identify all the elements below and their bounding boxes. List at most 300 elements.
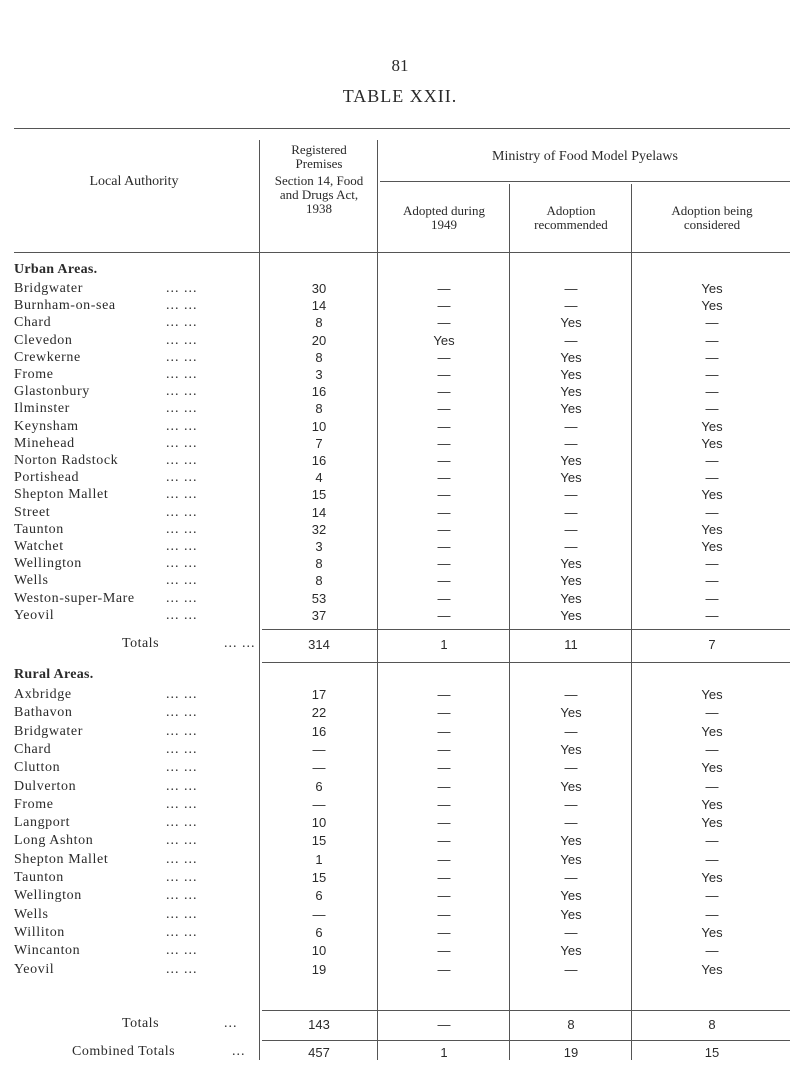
urban-row-adopted: —	[437, 453, 451, 468]
urban-row-premises: 30	[311, 281, 327, 296]
urban-row-considered: —	[705, 367, 719, 382]
rural-row-considered: —	[705, 943, 719, 959]
leader-dots: ... ...	[166, 906, 198, 922]
urban-row-adopted: —	[437, 315, 451, 331]
rural-row-name	[14, 832, 254, 850]
authority-name: Street	[14, 504, 51, 520]
rural-row-name	[14, 942, 254, 960]
urban-totals-dots: ... ...	[224, 636, 256, 651]
authority-name: Minehead	[14, 435, 75, 451]
urban-row-considered: —	[705, 384, 719, 400]
urban-row-recommended: Yes	[560, 607, 582, 623]
rural-row-adopted: —	[437, 870, 451, 885]
urban-totals-label: Totals	[122, 636, 160, 651]
urban-totals-bottom-rule	[262, 662, 790, 663]
rural-row-considered: —	[705, 851, 719, 867]
urban-row-recommended: Yes	[560, 556, 582, 572]
urban-row-recommended: Yes	[560, 384, 582, 400]
urban-row-considered: Yes	[701, 418, 723, 434]
rural-row-recommended: Yes	[560, 778, 582, 794]
urban-row-premises: 15	[311, 487, 327, 503]
header-line: recommended	[534, 217, 608, 232]
rural-row-adopted: —	[437, 906, 451, 922]
leader-dots: ... ...	[166, 556, 198, 572]
leader-dots: ... ...	[166, 943, 198, 959]
urban-row-considered: Yes	[701, 435, 723, 451]
rural-row-recommended: —	[564, 870, 578, 885]
urban-totals-adopted: 1	[440, 637, 448, 652]
urban-row-adopted: —	[437, 349, 451, 365]
rural-row-recommended: —	[564, 961, 578, 977]
leader-dots: ... ...	[166, 924, 198, 940]
rural-row-name	[14, 778, 254, 796]
rural-row-name	[14, 741, 254, 759]
authority-name: Frome	[14, 367, 54, 382]
urban-row-adopted: —	[437, 384, 451, 400]
urban-row-premises: 20	[311, 332, 327, 348]
authority-name: Glastonbury	[14, 384, 90, 400]
urban-totals-premises: 314	[308, 637, 330, 652]
authority-name: Wellington	[14, 888, 82, 904]
rural-row-premises: 1	[315, 851, 323, 867]
urban-row-name	[14, 607, 254, 625]
page-number: 81	[391, 56, 409, 75]
urban-row-name	[14, 297, 254, 315]
leader-dots: ... ...	[166, 453, 198, 468]
authority-name: Dulverton	[14, 778, 77, 794]
urban-row-name	[14, 349, 254, 367]
authority-name: Bridgwater	[14, 281, 83, 296]
urban-row-adopted: —	[437, 521, 451, 537]
leader-dots: ... ...	[166, 607, 198, 623]
urban-row-name	[14, 538, 254, 556]
urban-row-considered: —	[705, 470, 719, 486]
urban-row-premises: 8	[315, 349, 323, 365]
divider-considered	[631, 184, 632, 1060]
rural-row-premises: 6	[315, 888, 323, 904]
rural-row-name	[14, 759, 254, 777]
rural-row-recommended: —	[564, 760, 578, 776]
urban-row-recommended: Yes	[560, 590, 582, 606]
authority-name: Axbridge	[14, 687, 72, 702]
urban-row-name	[14, 314, 254, 332]
urban-row-adopted: —	[437, 607, 451, 623]
urban-row-recommended: Yes	[560, 401, 582, 417]
rural-row-considered: —	[705, 705, 719, 721]
urban-row-name	[14, 504, 254, 522]
rural-row-adopted: —	[437, 687, 451, 702]
authority-name: Shepton Mallet	[14, 487, 109, 503]
divider-premises	[259, 140, 260, 1060]
authority-name: Long Ashton	[14, 833, 94, 849]
authority-name: Frome	[14, 796, 54, 812]
header-line: Adopted during	[403, 203, 485, 218]
authority-name: Wells	[14, 573, 49, 589]
rural-row-premises: 15	[311, 833, 327, 849]
rural-row-name	[14, 906, 254, 924]
urban-row-name	[14, 435, 254, 453]
urban-row-name	[14, 469, 254, 487]
urban-row-recommended: Yes	[560, 315, 582, 331]
rural-row-considered: Yes	[701, 796, 723, 812]
rural-row-premises: 16	[311, 723, 327, 739]
urban-row-recommended: Yes	[560, 349, 582, 365]
urban-row-considered: —	[705, 332, 719, 348]
authority-name: Chard	[14, 741, 52, 757]
urban-row-name	[14, 590, 254, 608]
rural-row-premises: —	[312, 906, 326, 922]
rural-row-considered: —	[705, 741, 719, 757]
rural-row-considered: Yes	[701, 924, 723, 940]
leader-dots: ... ...	[166, 851, 198, 867]
rural-row-recommended: —	[564, 815, 578, 831]
leader-dots: ... ...	[166, 833, 198, 849]
authority-name: Taunton	[14, 521, 64, 537]
urban-row-adopted: —	[437, 539, 451, 554]
rural-row-adopted: —	[437, 723, 451, 739]
urban-row-considered: —	[705, 401, 719, 417]
urban-row-adopted: —	[437, 298, 451, 314]
urban-row-considered: —	[705, 607, 719, 623]
urban-row-name	[14, 280, 254, 298]
leader-dots: ... ...	[166, 778, 198, 794]
urban-heading: Urban Areas.	[14, 262, 98, 277]
rural-totals-label: Totals	[122, 1016, 160, 1031]
header-local-authority: Local Authority	[89, 174, 179, 189]
urban-row-adopted: —	[437, 401, 451, 417]
urban-row-adopted: —	[437, 435, 451, 451]
authority-name: Portishead	[14, 470, 80, 486]
rural-row-adopted: —	[437, 833, 451, 849]
rural-row-recommended: —	[564, 687, 578, 702]
urban-row-premises: 4	[315, 470, 323, 486]
rural-row-adopted: —	[437, 851, 451, 867]
urban-row-name	[14, 486, 254, 504]
rural-row-considered: —	[705, 888, 719, 904]
leader-dots: ... ...	[166, 487, 198, 503]
urban-row-name	[14, 332, 254, 350]
urban-row-considered: Yes	[701, 521, 723, 537]
rural-row-considered: Yes	[701, 723, 723, 739]
leader-dots: ... ...	[166, 281, 198, 296]
header-line: 1938	[306, 201, 332, 216]
authority-name: Burnham-on-sea	[14, 298, 116, 314]
urban-row-premises: 53	[311, 590, 327, 606]
table-title: TABLE XXII.	[342, 86, 458, 106]
rural-row-adopted: —	[437, 705, 451, 721]
rural-row-premises: —	[312, 760, 326, 776]
combined-totals-dots: ...	[232, 1044, 246, 1059]
rural-totals-adopted: —	[437, 1017, 451, 1032]
rural-row-adopted: —	[437, 760, 451, 776]
rural-row-name	[14, 723, 254, 741]
leader-dots: ... ...	[166, 470, 198, 486]
urban-row-considered: —	[705, 590, 719, 606]
urban-row-adopted: —	[437, 556, 451, 572]
rural-row-considered: Yes	[701, 961, 723, 977]
urban-row-recommended: —	[564, 281, 578, 296]
rural-row-name	[14, 851, 254, 869]
rural-row-name	[14, 704, 254, 722]
rural-row-name	[14, 796, 254, 814]
rural-row-adopted: —	[437, 741, 451, 757]
header-line: and Drugs Act,	[279, 187, 359, 202]
urban-row-adopted: —	[437, 590, 451, 606]
rural-row-adopted: —	[437, 815, 451, 831]
rural-row-name	[14, 887, 254, 905]
rural-row-premises: —	[312, 741, 326, 757]
urban-row-premises: 7	[315, 435, 323, 451]
urban-row-name	[14, 555, 254, 573]
header-adopted	[380, 204, 508, 232]
leader-dots: ... ...	[166, 796, 198, 812]
authority-name: Keynsham	[14, 418, 79, 434]
rural-row-recommended: Yes	[560, 906, 582, 922]
rural-totals-rule	[262, 1010, 790, 1011]
leader-dots: ... ...	[166, 687, 198, 702]
urban-row-considered: —	[705, 556, 719, 572]
leader-dots: ... ...	[166, 418, 198, 434]
rural-totals-considered: 8	[708, 1017, 716, 1032]
urban-totals-considered: 7	[708, 637, 716, 652]
rural-row-premises: 15	[311, 870, 327, 885]
header-bottom-rule	[14, 252, 790, 253]
combined-totals-considered: 15	[704, 1045, 720, 1060]
header-line: Adoption	[546, 203, 596, 218]
authority-name: Taunton	[14, 870, 64, 885]
urban-row-considered: —	[705, 349, 719, 365]
header-registered-premises	[262, 143, 376, 216]
urban-row-premises: 3	[315, 539, 323, 554]
authority-name: Langport	[14, 815, 71, 831]
combined-totals-label: Combined Totals	[72, 1044, 176, 1059]
authority-name: Watchet	[14, 539, 64, 554]
rural-row-premises: 22	[311, 705, 327, 721]
divider-ministry	[377, 140, 378, 1060]
leader-dots: ... ...	[166, 315, 198, 331]
urban-row-name	[14, 418, 254, 436]
leader-dots: ... ...	[166, 332, 198, 348]
leader-dots: ... ...	[166, 760, 198, 776]
leader-dots: ... ...	[166, 435, 198, 451]
rural-row-adopted: —	[437, 796, 451, 812]
rural-row-adopted: —	[437, 961, 451, 977]
urban-row-premises: 8	[315, 401, 323, 417]
rural-row-recommended: Yes	[560, 851, 582, 867]
rural-row-premises: 6	[315, 778, 323, 794]
rural-row-premises: 10	[311, 815, 327, 831]
header-line: Premises	[295, 156, 343, 171]
urban-row-considered: Yes	[701, 539, 723, 554]
rural-row-considered: Yes	[701, 870, 723, 885]
leader-dots: ... ...	[166, 521, 198, 537]
header-line: Adoption being	[671, 203, 753, 218]
rural-row-recommended: Yes	[560, 741, 582, 757]
urban-row-recommended: —	[564, 487, 578, 503]
leader-dots: ... ...	[166, 961, 198, 977]
leader-dots: ... ...	[166, 870, 198, 885]
urban-row-adopted: —	[437, 281, 451, 296]
authority-name: Yeovil	[14, 961, 55, 977]
authority-name: Yeovil	[14, 607, 55, 623]
leader-dots: ... ...	[166, 705, 198, 721]
urban-row-considered: Yes	[701, 487, 723, 503]
urban-row-adopted: —	[437, 470, 451, 486]
rural-row-name	[14, 869, 254, 887]
rural-totals-premises: 143	[308, 1017, 330, 1032]
urban-row-premises: 8	[315, 315, 323, 331]
leader-dots: ... ...	[166, 298, 198, 314]
authority-name: Ilminster	[14, 401, 70, 417]
rural-row-premises: —	[312, 796, 326, 812]
authority-name: Clevedon	[14, 332, 73, 348]
urban-row-adopted: —	[437, 573, 451, 589]
rural-row-premises: 10	[311, 943, 327, 959]
leader-dots: ... ...	[166, 888, 198, 904]
urban-row-premises: 14	[311, 504, 327, 520]
urban-row-considered: —	[705, 315, 719, 331]
urban-row-name	[14, 366, 254, 384]
leader-dots: ... ...	[166, 741, 198, 757]
header-line: 1949	[431, 217, 457, 232]
urban-row-premises: 3	[315, 367, 323, 382]
urban-row-adopted: —	[437, 487, 451, 503]
leader-dots: ... ...	[166, 367, 198, 382]
leader-dots: ... ...	[166, 573, 198, 589]
rural-row-recommended: Yes	[560, 833, 582, 849]
rural-row-name	[14, 961, 254, 979]
urban-row-name	[14, 521, 254, 539]
authority-name: Williton	[14, 924, 65, 940]
urban-row-adopted: —	[437, 418, 451, 434]
urban-row-recommended: Yes	[560, 367, 582, 382]
header-considered	[634, 204, 790, 232]
urban-row-considered: —	[705, 453, 719, 468]
urban-row-considered: Yes	[701, 298, 723, 314]
urban-row-adopted: —	[437, 367, 451, 382]
rural-heading: Rural Areas.	[14, 667, 94, 682]
rural-row-considered: —	[705, 833, 719, 849]
rural-row-considered: —	[705, 778, 719, 794]
rural-row-recommended: —	[564, 796, 578, 812]
rural-row-premises: 19	[311, 961, 327, 977]
urban-row-premises: 32	[311, 521, 327, 537]
urban-row-adopted: Yes	[433, 332, 455, 348]
rural-row-name	[14, 814, 254, 832]
rural-row-considered: —	[705, 906, 719, 922]
rural-row-considered: Yes	[701, 687, 723, 702]
authority-name: Chard	[14, 315, 52, 331]
urban-row-recommended: —	[564, 521, 578, 537]
urban-row-recommended: —	[564, 435, 578, 451]
urban-row-name	[14, 383, 254, 401]
ministry-rule	[380, 181, 790, 182]
urban-row-premises: 16	[311, 453, 327, 468]
leader-dots: ... ...	[166, 539, 198, 554]
divider-recommended	[509, 184, 510, 1060]
urban-row-premises: 10	[311, 418, 327, 434]
rural-row-adopted: —	[437, 924, 451, 940]
top-rule	[14, 128, 790, 129]
header-line: Section 14, Food	[274, 173, 364, 188]
leader-dots: ... ...	[166, 590, 198, 606]
leader-dots: ... ...	[166, 504, 198, 520]
authority-name: Wincanton	[14, 943, 81, 959]
urban-row-name	[14, 400, 254, 418]
rural-row-adopted: —	[437, 778, 451, 794]
urban-row-considered: Yes	[701, 281, 723, 296]
authority-name: Wellington	[14, 556, 82, 572]
rural-totals-recommended: 8	[567, 1017, 575, 1032]
authority-name: Bridgwater	[14, 723, 83, 739]
authority-name: Shepton Mallet	[14, 851, 109, 867]
header-line: considered	[683, 217, 741, 232]
rural-row-considered: Yes	[701, 760, 723, 776]
rural-row-recommended: Yes	[560, 705, 582, 721]
urban-row-considered: —	[705, 573, 719, 589]
urban-row-premises: 37	[311, 607, 327, 623]
authority-name: Crewkerne	[14, 349, 81, 365]
rural-row-recommended: Yes	[560, 943, 582, 959]
urban-row-recommended: —	[564, 332, 578, 348]
rural-row-considered: Yes	[701, 815, 723, 831]
header-line: Registered	[291, 142, 347, 157]
rural-row-name	[14, 924, 254, 942]
urban-totals-recommended: 11	[564, 637, 578, 652]
urban-row-recommended: —	[564, 298, 578, 314]
rural-totals-dots: ...	[224, 1016, 238, 1031]
urban-row-premises: 8	[315, 573, 323, 589]
rural-row-premises: 17	[311, 687, 327, 702]
urban-row-recommended: Yes	[560, 453, 582, 468]
authority-name: Weston-super-Mare	[14, 590, 135, 606]
urban-row-name	[14, 452, 254, 470]
urban-row-considered: —	[705, 504, 719, 520]
header-recommended	[512, 204, 630, 232]
urban-row-recommended: —	[564, 504, 578, 520]
leader-dots: ... ...	[166, 815, 198, 831]
urban-totals-rule	[262, 629, 790, 630]
authority-name: Norton Radstock	[14, 453, 119, 468]
header-ministry: Ministry of Food Model Pyelaws	[492, 149, 678, 164]
urban-row-recommended: —	[564, 539, 578, 554]
rural-row-premises: 6	[315, 924, 323, 940]
rural-row-recommended: Yes	[560, 888, 582, 904]
urban-row-recommended: —	[564, 418, 578, 434]
urban-row-premises: 8	[315, 556, 323, 572]
urban-row-recommended: Yes	[560, 470, 582, 486]
rural-totals-bottom-rule	[262, 1040, 790, 1041]
urban-row-adopted: —	[437, 504, 451, 520]
leader-dots: ... ...	[166, 384, 198, 400]
rural-row-name	[14, 686, 254, 704]
leader-dots: ... ...	[166, 723, 198, 739]
authority-name: Clutton	[14, 760, 61, 776]
combined-totals-adopted: 1	[440, 1045, 448, 1060]
rural-row-recommended: —	[564, 723, 578, 739]
rural-row-recommended: —	[564, 924, 578, 940]
leader-dots: ... ...	[166, 349, 198, 365]
combined-totals-premises: 457	[308, 1045, 330, 1060]
leader-dots: ... ...	[166, 401, 198, 417]
rural-row-adopted: —	[437, 943, 451, 959]
authority-name: Wells	[14, 906, 49, 922]
urban-row-recommended: Yes	[560, 573, 582, 589]
urban-row-premises: 14	[311, 298, 327, 314]
authority-name: Bathavon	[14, 705, 73, 721]
urban-row-name	[14, 572, 254, 590]
urban-row-premises: 16	[311, 384, 327, 400]
